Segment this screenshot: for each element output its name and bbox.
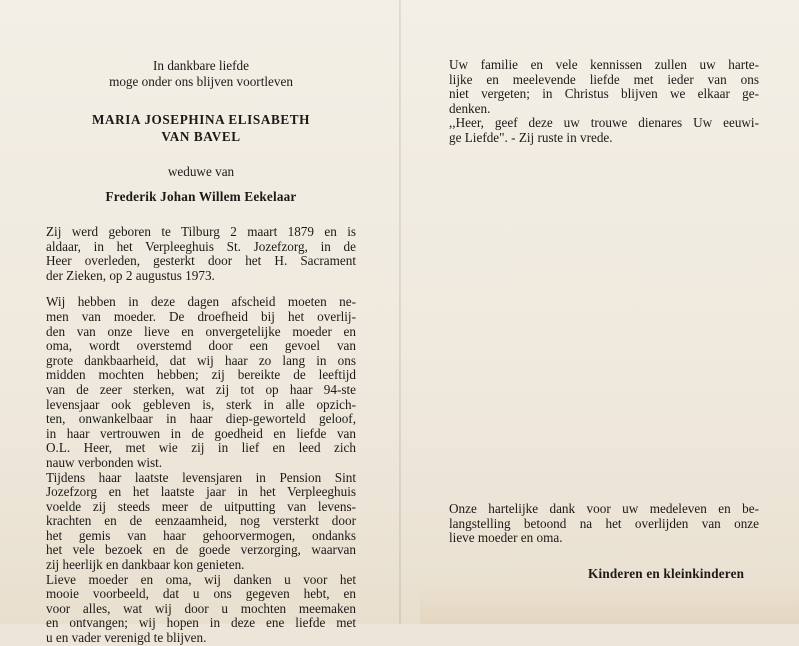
text-line: oma, wordt overstemd door een gevoel van xyxy=(46,338,356,354)
husband-name: Frederik Johan Willem Eekelaar xyxy=(105,189,297,204)
text-line: van de zeer sterken, wat zij tot op haar 94-ste xyxy=(46,381,356,397)
deceased-name-line: VAN BAVEL xyxy=(161,129,241,144)
text-line: nauw verbonden wist. xyxy=(46,454,163,470)
text-line: den van onze lieve en onvergetelijke moeder en xyxy=(46,323,356,339)
text-line: Zij werd geboren te Tilburg 2 maart 1879 en is xyxy=(46,224,356,239)
text-line: lieve moeder en oma. xyxy=(449,530,563,546)
card-fold xyxy=(399,0,401,624)
thanks-block xyxy=(449,502,759,546)
text-line: Onze hartelijke dank voor uw medeleven en be- xyxy=(449,501,759,516)
text-line: Heer overleden, gesterkt door het H. Sacrament xyxy=(46,253,356,269)
deceased-name xyxy=(46,111,356,145)
text-line: men van moeder. De droefheid bij het overlij- xyxy=(46,308,356,324)
intro-block xyxy=(46,58,356,90)
text-line: het gemis van haar gehoorvermogen, ondanks xyxy=(46,527,356,543)
text-line: het vele bezoek en de goede verzorging, waarvan xyxy=(46,542,356,558)
text-line: lijke en meelevende liefde met ieder van ons xyxy=(449,71,759,87)
text-line: midden mochten hebben; zij bereikte de leeftijd xyxy=(46,367,356,383)
text-line: grote dankbaarheid, dat wij haar zo lang in ons xyxy=(46,352,356,368)
text-line: mooie voorbeeld, dat u ons gegeven hebt, en xyxy=(46,586,356,602)
text-line: voelde zij steeds meer de uitputting van levens- xyxy=(46,498,356,514)
paper-stain xyxy=(420,584,799,624)
left-panel xyxy=(46,58,356,646)
text-line: denken. xyxy=(449,100,491,116)
farewell-paragraph xyxy=(46,295,356,645)
intro-line: moge onder ons blijven voortleven xyxy=(109,74,293,89)
text-line: ten, onwankelbaar in haar diep-geworteld geloof, xyxy=(46,411,356,427)
text-line: Wij hebben in deze dagen afscheid moeten ne- xyxy=(46,294,356,310)
signoff: Kinderen en kleinkinderen xyxy=(588,566,745,581)
text-line: Jozefzorg en het laatste jaar in het Verpleeghuis xyxy=(46,484,356,500)
text-line: en ontvangen; wij hopen in deze ene liefde met xyxy=(46,615,356,631)
text-line: ge Liefde". - Zij ruste in vrede. xyxy=(449,129,613,145)
text-line: voor alles, wat wij door u mochten meemaken xyxy=(46,600,356,616)
text-line: niet vergeten; in Christus blijven we elkaar ge- xyxy=(449,86,759,102)
text-line: O.L. Heer, met wie zij in lief en leed zich xyxy=(46,440,356,456)
text-line: Tijdens haar laatste levensjaren in Pension Sint xyxy=(46,469,356,485)
text-line: Uw familie en vele kennissen zullen uw harte- xyxy=(449,57,759,72)
text-line: krachten en de eenzaamheid, nog versterkt door xyxy=(46,513,356,529)
text-line: aldaar, in het Verpleeghuis St. Jozefzorg, in de xyxy=(46,238,356,254)
text-line: levensjaar ook gebleven is, sterk in alle opzich- xyxy=(46,396,356,412)
text-line: u en vader verenigd te blijven. xyxy=(46,630,207,646)
remembrance-paragraph xyxy=(449,58,759,146)
intro-line: In dankbare liefde xyxy=(153,58,249,73)
text-line: ,,Heer, geef deze uw trouwe dienares Uw eeuwi- xyxy=(449,115,759,131)
text-line: in haar vertrouwen in de goedheid en liefde van xyxy=(46,425,356,441)
text-line: Lieve moeder en oma, wij danken u voor het xyxy=(46,571,356,587)
text-line: zij heerlijk en dankbaar kon genieten. xyxy=(46,557,245,573)
text-line: langstelling betoond na het overlijden van onze xyxy=(449,515,759,531)
thanks-paragraph xyxy=(449,502,759,546)
right-panel xyxy=(449,58,759,146)
birth-death-paragraph xyxy=(46,225,356,283)
text-line: der Zieken, op 2 augustus 1973. xyxy=(46,267,215,283)
deceased-name-line: MARIA JOSEPHINA ELISABETH xyxy=(92,112,310,127)
widow-of-label: weduwe van xyxy=(167,164,235,179)
